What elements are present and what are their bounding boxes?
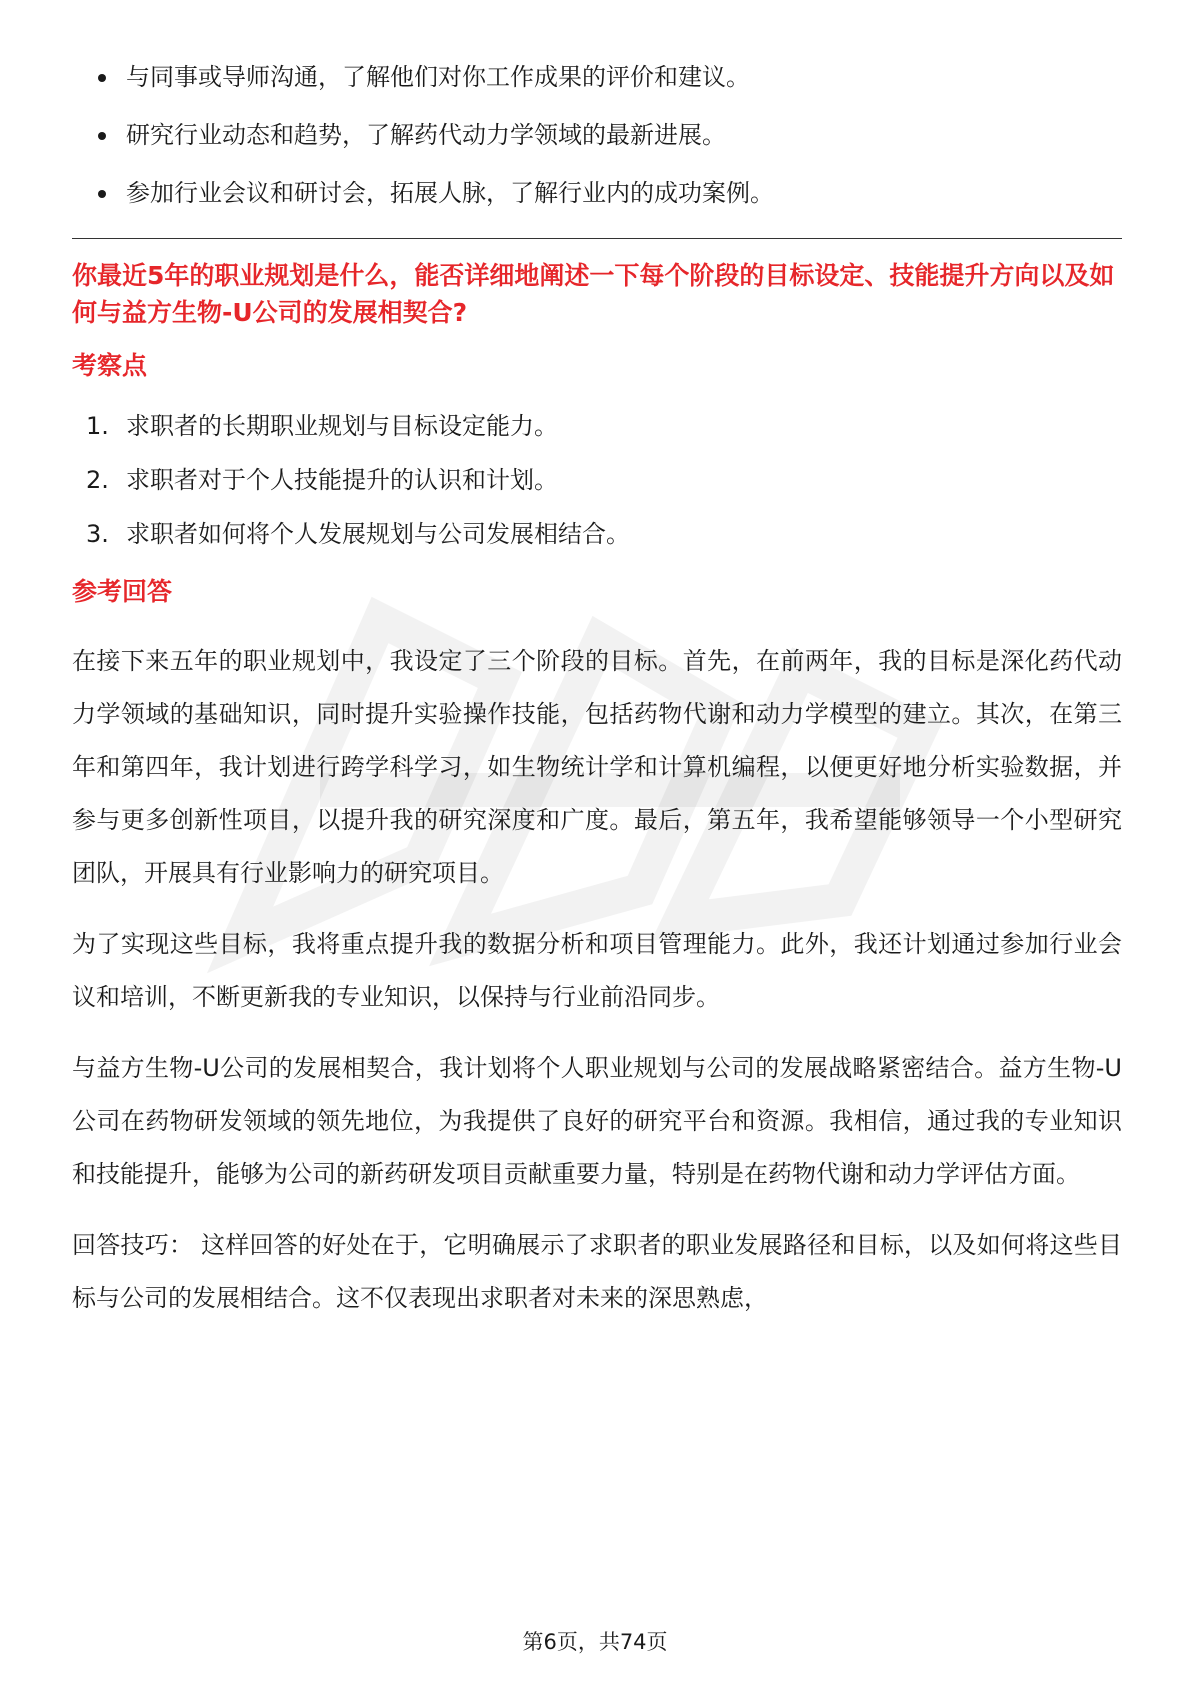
content <box>72 60 1122 1343</box>
item-text: 求职者如何将个人发展规划与公司发展相结合。 <box>126 520 630 548</box>
bullet-text: 研究行业动态和趋势，了解药代动力学领域的最新进展。 <box>126 121 726 149</box>
item-number: 1. <box>86 412 109 440</box>
item-text: 求职者对于个人技能提升的认识和计划。 <box>126 466 558 494</box>
list-item <box>72 463 1122 497</box>
list-item <box>72 60 1122 94</box>
page-number: 第6页，共74页 <box>522 1630 668 1654</box>
bullet-dot <box>98 74 106 82</box>
list-item <box>72 176 1122 210</box>
list-item <box>72 517 1122 551</box>
examine-points-title: 考察点 <box>72 351 148 380</box>
answer-paragraph: 为了实现这些目标，我将重点提升我的数据分析和项目管理能力。此外，我还计划通过参加行业会议和培训，不断更新我的专业知识，以保持与行业前沿同步。 <box>72 930 1122 1011</box>
bullet-list <box>72 60 1122 210</box>
bullet-dot <box>98 190 106 198</box>
list-item <box>72 118 1122 152</box>
bullet-text: 参加行业会议和研讨会，拓展人脉，了解行业内的成功案例。 <box>126 179 774 207</box>
section-divider <box>72 238 1122 239</box>
bullet-dot <box>98 132 106 140</box>
answer-paragraph: 在接下来五年的职业规划中，我设定了三个阶段的目标。首先，在前两年，我的目标是深化药代动力学领域的基础知识，同时提升实验操作技能，包括药物代谢和动力学模型的建立。其次，在第三年和第四年，我计划进行跨学科学习，如生物统计学和计算机编程，以便更好地分析实验数据，并参与更多创新性项目，以提升我的研究深度和广度。最后，第五年，我希望能够领导一个小型研究团队，开展具有行业影响力的研究项目。 <box>72 647 1122 887</box>
list-item <box>72 409 1122 443</box>
item-text: 求职者的长期职业规划与目标设定能力。 <box>126 412 558 440</box>
examine-points-list <box>72 409 1122 551</box>
reference-answer-title: 参考回答 <box>72 577 173 606</box>
answer-paragraph: 与益方生物-U公司的发展相契合，我计划将个人职业规划与公司的发展战略紧密结合。益方生物-U公司在药物研发领域的领先地位，为我提供了良好的研究平台和资源。我相信，通过我的专业知识和技能提升，能够为公司的新药研发项目贡献重要力量，特别是在药物代谢和动力学评估方面。 <box>72 1054 1122 1188</box>
question-heading: 你最近5年的职业规划是什么，能否详细地阐述一下每个阶段的目标设定、技能提升方向以及如何与益方生物-U公司的发展相契合? <box>72 261 1115 327</box>
item-number: 2. <box>86 466 109 494</box>
item-number: 3. <box>86 520 109 548</box>
bullet-text: 与同事或导师沟通，了解他们对你工作成果的评价和建议。 <box>126 63 750 91</box>
answer-tips-paragraph: 回答技巧： 这样回答的好处在于，它明确展示了求职者的职业发展路径和目标，以及如何将这些目标与公司的发展相结合。这不仅表现出求职者对未来的深思熟虑， <box>72 1231 1122 1312</box>
